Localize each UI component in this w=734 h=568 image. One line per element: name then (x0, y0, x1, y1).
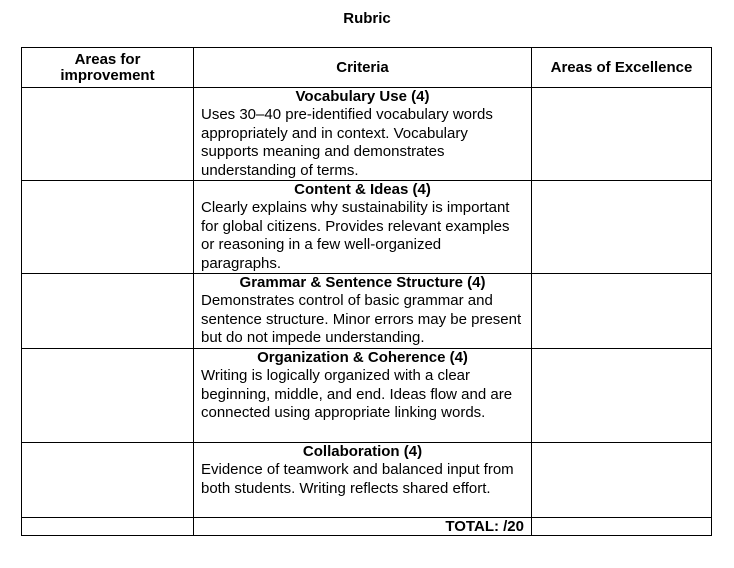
criteria-description: Clearly explains why sustainability is important for global citizens. Provides relevant examples or reasoning in a few well-organized paragraphs. (201, 199, 510, 272)
criteria-cell (194, 181, 532, 274)
criteria-description: Demonstrates control of basic grammar and sentence structure. Minor errors may be present but do not impede understanding. (201, 292, 522, 347)
excellence-cell[interactable] (532, 274, 712, 349)
criteria-cell (194, 274, 532, 349)
excellence-cell[interactable] (532, 88, 712, 181)
criteria-title: Grammar & Sentence Structure (4) (239, 274, 486, 292)
improvement-cell[interactable] (22, 181, 194, 274)
criteria-description: Evidence of teamwork and balanced input from both students. Writing reflects shared effort. (201, 461, 514, 497)
table-row (22, 181, 712, 274)
criteria-title: Collaboration (4) (302, 443, 423, 461)
improvement-cell[interactable] (22, 349, 194, 443)
total-excellence-cell[interactable] (532, 518, 712, 536)
total-row (22, 518, 712, 536)
criteria-title: Organization & Coherence (4) (257, 349, 468, 367)
header-row (22, 48, 712, 88)
improvement-cell[interactable] (22, 274, 194, 349)
criteria-description: Writing is logically organized with a clear beginning, middle, and end. Ideas flow and are connected using appropriate linking words. (201, 367, 513, 422)
header-areas-of-excellence: Areas of Excellence (532, 48, 712, 88)
header-areas-for-improvement: Areas for improvement (22, 48, 194, 88)
excellence-cell[interactable] (532, 181, 712, 274)
table-row (22, 443, 712, 518)
criteria-description: Uses 30–40 pre-identified vocabulary words appropriately and in context. Vocabulary supports meaning and demonstrates understanding of terms. (201, 106, 493, 179)
criteria-title: Vocabulary Use (4) (295, 88, 430, 105)
improvement-cell[interactable] (22, 88, 194, 181)
header-criteria: Criteria (194, 48, 532, 88)
improvement-cell[interactable] (22, 443, 194, 518)
excellence-cell[interactable] (532, 349, 712, 443)
table-row (22, 88, 712, 181)
total-score: TOTAL: /20 (194, 518, 532, 536)
criteria-cell (194, 349, 532, 443)
total-improvement-cell[interactable] (22, 518, 194, 536)
criteria-cell (194, 443, 532, 518)
page-title: Rubric (343, 10, 391, 27)
table-row (22, 274, 712, 349)
criteria-cell (194, 88, 532, 181)
rubric-table (21, 47, 712, 536)
excellence-cell[interactable] (532, 443, 712, 518)
table-row (22, 349, 712, 443)
criteria-title: Content & Ideas (4) (294, 181, 431, 199)
